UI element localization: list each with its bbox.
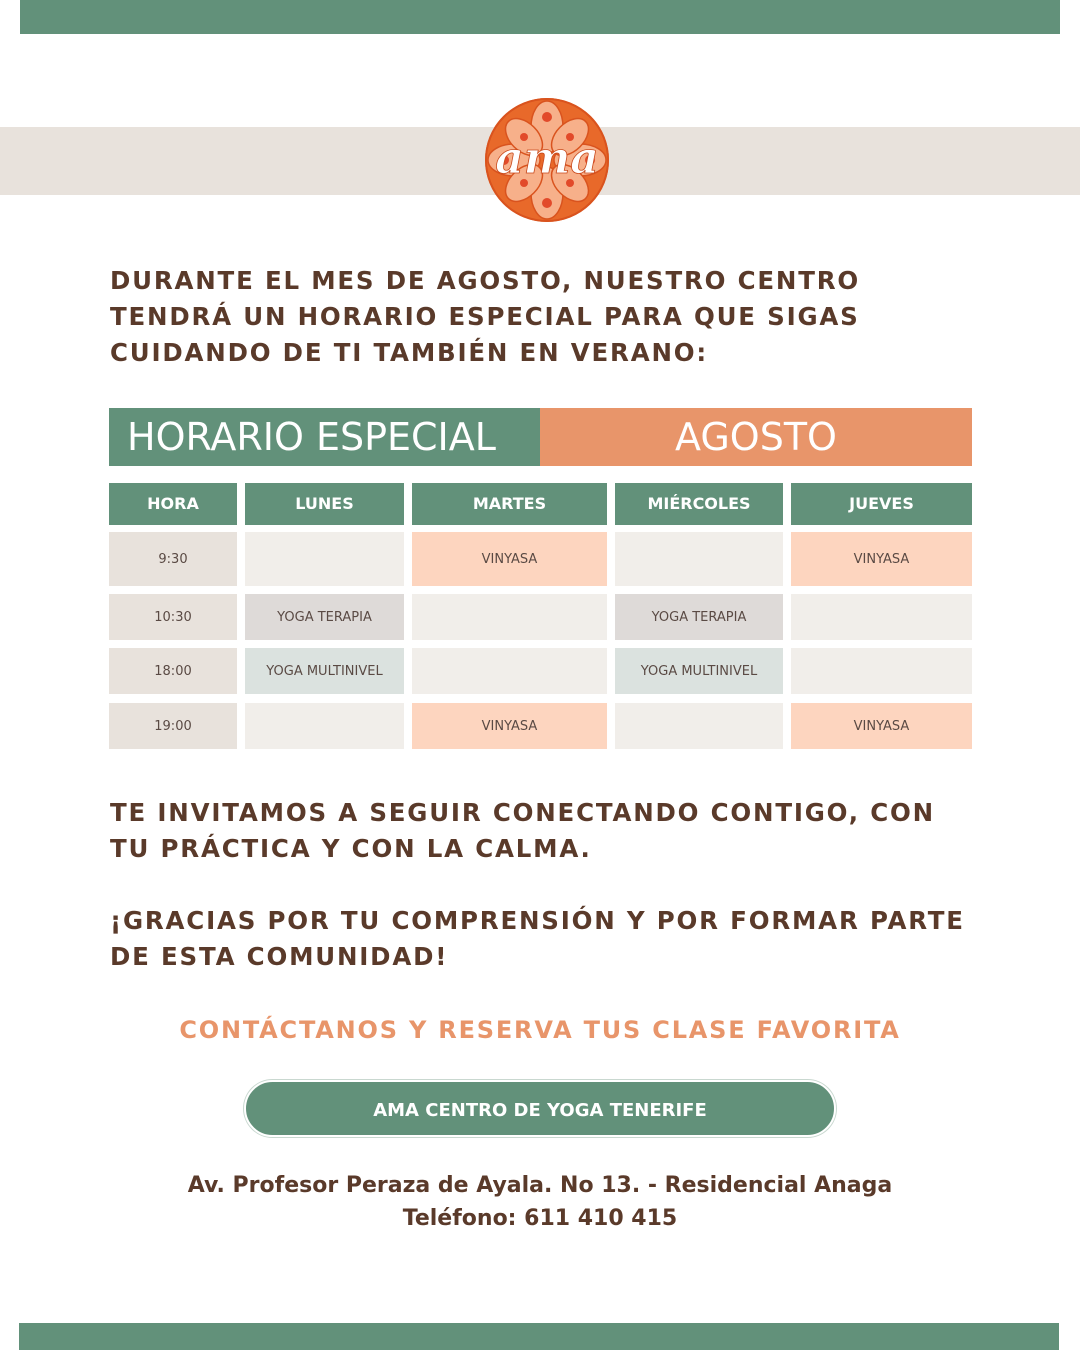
empty-cell bbox=[791, 594, 972, 640]
class-cell-yoga-multinivel: YOGA MULTINIVEL bbox=[245, 648, 404, 694]
class-cell-yoga-terapia: YOGA TERAPIA bbox=[615, 594, 783, 640]
header-hora: HORA bbox=[109, 483, 237, 525]
banner-horario-especial: HORARIO ESPECIAL bbox=[109, 408, 540, 466]
time-cell: 19:00 bbox=[109, 703, 237, 749]
header-martes: MARTES bbox=[412, 483, 607, 525]
ama-centro-button[interactable]: AMA CENTRO DE YOGA TENERIFE bbox=[244, 1080, 836, 1137]
thanks-text: ¡GRACIAS POR TU COMPRENSIÓN Y POR FORMAR PARTE DE ESTA COMUNIDAD! bbox=[110, 906, 965, 971]
empty-cell bbox=[791, 648, 972, 694]
header-lunes: LUNES bbox=[245, 483, 404, 525]
empty-cell bbox=[615, 703, 783, 749]
invitation-text: TE INVITAMOS A SEGUIR CONECTANDO CONTIGO, CON TU PRÁCTICA Y CON LA CALMA. bbox=[110, 798, 935, 863]
logo-text: ama bbox=[495, 133, 599, 184]
empty-cell bbox=[615, 532, 783, 586]
phone-text: Teléfono: 611 410 415 bbox=[402, 1206, 678, 1231]
time-cell: 10:30 bbox=[109, 594, 237, 640]
class-cell-yoga-multinivel: YOGA MULTINIVEL bbox=[615, 648, 783, 694]
address-text: Av. Profesor Peraza de Ayala. No 13. - Residencial Anaga bbox=[187, 1173, 893, 1198]
top-accent-bar bbox=[20, 0, 1060, 34]
contact-heading: CONTÁCTANOS Y RESERVA TUS CLASE FAVORITA bbox=[179, 1016, 901, 1044]
empty-cell bbox=[412, 594, 607, 640]
banner-month: AGOSTO bbox=[540, 408, 972, 466]
class-cell-yoga-terapia: YOGA TERAPIA bbox=[245, 594, 404, 640]
class-cell-vinyasa: VINYASA bbox=[791, 703, 972, 749]
header-miercoles: MIÉRCOLES bbox=[615, 483, 783, 525]
bottom-accent-bar bbox=[19, 1323, 1059, 1350]
empty-cell bbox=[245, 532, 404, 586]
time-cell: 18:00 bbox=[109, 648, 237, 694]
empty-cell bbox=[412, 648, 607, 694]
intro-text: DURANTE EL MES DE AGOSTO, NUESTRO CENTRO TENDRÁ UN HORARIO ESPECIAL PARA QUE SIGAS CUIDANDO DE TI TAMBIÉN EN VERANO: bbox=[110, 266, 861, 367]
ama-logo bbox=[484, 97, 610, 223]
class-cell-vinyasa: VINYASA bbox=[412, 703, 607, 749]
time-cell: 9:30 bbox=[109, 532, 237, 586]
header-jueves: JUEVES bbox=[791, 483, 972, 525]
class-cell-vinyasa: VINYASA bbox=[412, 532, 607, 586]
class-cell-vinyasa: VINYASA bbox=[791, 532, 972, 586]
empty-cell bbox=[245, 703, 404, 749]
